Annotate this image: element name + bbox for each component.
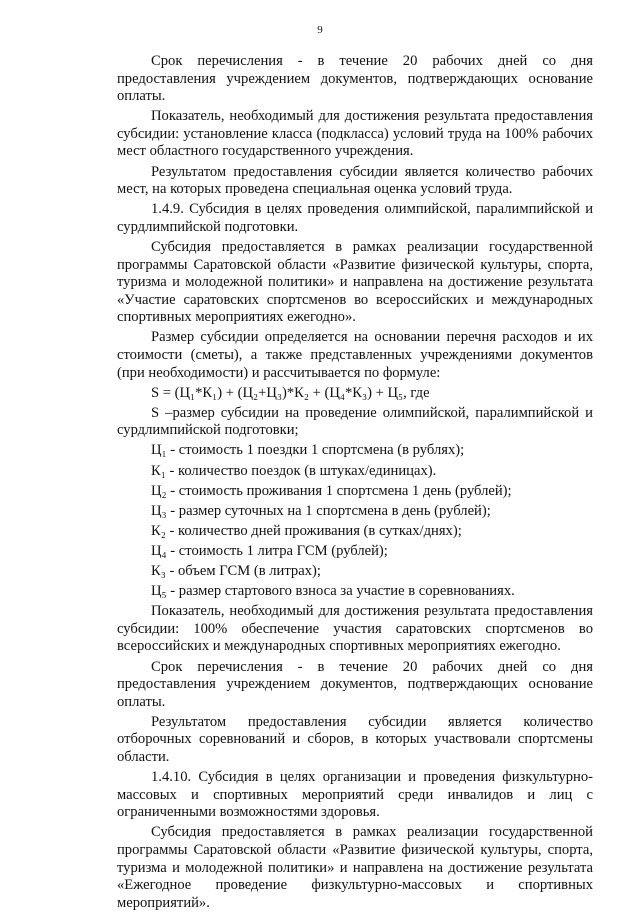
definition-c2: Ц₂ - стоимость проживания 1 спортсмена 1 день (рублей); [151, 482, 512, 499]
definition-s: S –размер субсидии на проведение олимпийской, паралимпийской и сурдлимпийской подготовки; [117, 404, 593, 439]
paragraph-program-2: Субсидия предоставляется в рамках реализации государственной программы Саратовской области «Развитие физической культуры, спорта, туризма и молодежной политики» и направлена на достижение результата «Ежегодное проведение физкультурно-массовых и спортивных мероприятий». [117, 824, 593, 911]
definition-c5: Ц₅ - размер стартового взноса за участие в соревнованиях. [151, 583, 515, 600]
paragraph-indicator: Показатель, необходимый для достижения результата предоставления субсидии: установление класса (подкласса) условий труда на 100% рабочих мест областного государственного учреждения. [117, 108, 593, 160]
definition-k2: К₂ - количество дней проживания (в сутках/днях); [151, 522, 462, 539]
definition-k3: К₃ - объем ГСМ (в литрах); [151, 563, 321, 580]
paragraph-result: Результатом предоставления субсидии является количество рабочих мест, на которых проведена специальная оценка условий труда. [117, 163, 593, 198]
paragraph-program: Субсидия предоставляется в рамках реализации государственной программы Саратовской области «Развитие физической культуры, спорта, туризма и молодежной политики» и направлена на достижение результата «Участие саратовских спортсменов во всероссийских и международных спортивных мероприятиях ежегодно». [117, 238, 593, 326]
definition-c3: Ц₃ - размер суточных на 1 спортсмена в день (рублей); [151, 502, 491, 519]
formula: S = (Ц₁*К₁) + (Ц₂+Ц₃)*К₂ + (Ц₄*К₃) + Ц₅, где [151, 384, 430, 401]
section-heading-1-4-10: 1.4.10. Субсидия в целях организации и проведения физкультурно-массовых и спортивных мероприятий среди инвалидов и лиц с ограниченными возможностями здоровья. [117, 769, 593, 821]
paragraph-transfer-term: Срок перечисления - в течение 20 рабочих дней со дня предоставления учреждением документов, подтверждающих основание оплаты. [117, 53, 593, 105]
paragraph-subsidy-size: Размер субсидии определяется на основании перечня расходов и их стоимости (сметы), а также представленных учреждениями документов (при необходимости) и рассчитывается по формуле: [117, 329, 593, 381]
document-body [117, 53, 593, 915]
page-number: 9 [317, 24, 323, 36]
definition-c1: Ц₁ - стоимость 1 поездки 1 спортсмена (в рублях); [151, 442, 465, 459]
definition-k1: К₁ - количество поездок (в штуках/единицах). [151, 462, 437, 479]
paragraph-result-2: Результатом предоставления субсидии является количество отборочных соревнований и сборов, в которых участвовали спортсмены области. [117, 713, 593, 765]
definition-c4: Ц₄ - стоимость 1 литра ГСМ (рублей); [151, 542, 388, 559]
paragraph-indicator-2: Показатель, необходимый для достижения результата предоставления субсидии: 100% обеспечение участия саратовских спортсменов во всероссийских и международных спортивных мероприятиях ежегодно. [117, 603, 593, 655]
section-heading-1-4-9: 1.4.9. Субсидия в целях проведения олимпийской, паралимпийской и сурдлимпийской подготовки. [117, 201, 593, 235]
paragraph-transfer-term-2: Срок перечисления - в течение 20 рабочих дней со дня предоставления учреждением документов, подтверждающих основание оплаты. [117, 658, 593, 710]
